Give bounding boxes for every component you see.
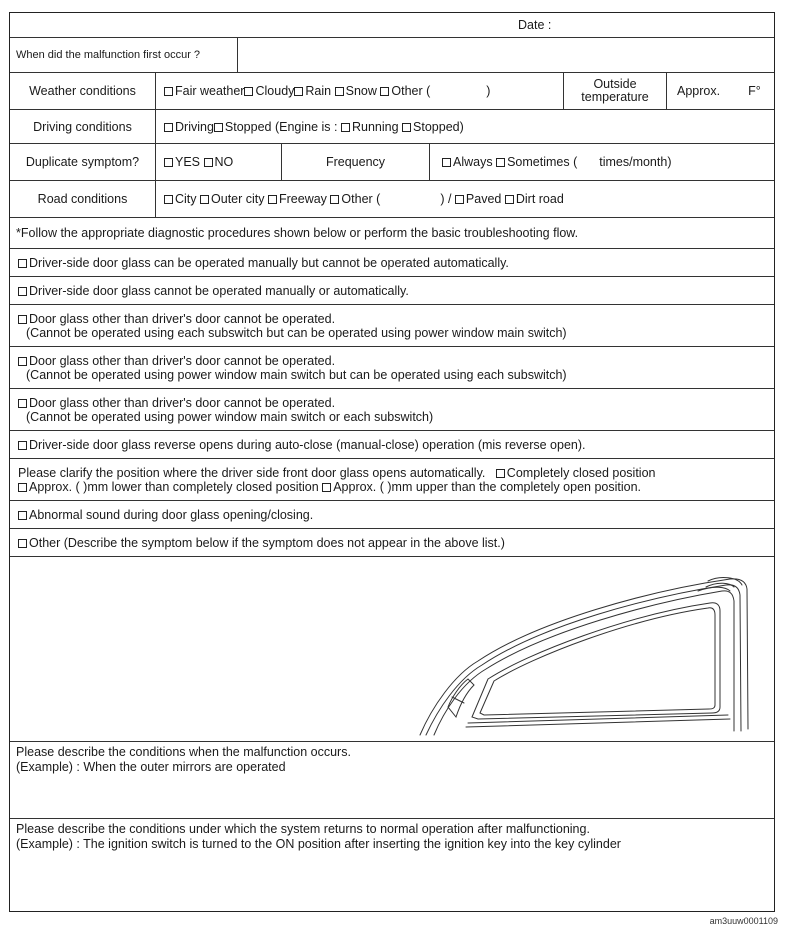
checkbox-icon: [322, 483, 331, 492]
checkbox-icon: [18, 483, 27, 492]
checkbox-icon: [330, 195, 339, 204]
symptom-row-2[interactable]: Driver-side door glass cannot be operated manually or automatically.: [10, 277, 774, 305]
weather-option-other[interactable]: Other (: [380, 84, 430, 98]
weather-option-fair[interactable]: Fair weather: [164, 84, 244, 98]
engine-option-stopped[interactable]: Stopped): [402, 120, 464, 134]
symptom-row-3[interactable]: Door glass other than driver's door cannot be operated. (Cannot be operated using each subswitch but can be operated using power window main switch): [10, 305, 774, 347]
position-option-lower[interactable]: Approx. ( )mm lower than completely closed position: [18, 480, 319, 494]
checkbox-icon: [164, 87, 173, 96]
date-label: Date :: [518, 18, 552, 32]
checkbox-icon: [442, 158, 451, 167]
weather-options: [156, 73, 564, 109]
checkbox-icon: [341, 123, 350, 132]
road-row: [10, 181, 774, 218]
outside-temp-field[interactable]: [667, 73, 774, 109]
checkbox-icon: [496, 469, 505, 478]
symptom-sketch-area[interactable]: [10, 557, 774, 742]
duplicate-option-yes[interactable]: YES: [164, 155, 200, 169]
occurrence-conditions-example: (Example) : When the outer mirrors are operated: [16, 760, 286, 774]
road-option-outer-city[interactable]: Outer city: [200, 192, 265, 206]
duplicate-label: Duplicate symptom?: [10, 144, 156, 180]
checkbox-icon: [18, 539, 27, 548]
symptom-row-1[interactable]: Driver-side door glass can be operated manually but cannot be operated automatically.: [10, 249, 774, 277]
driving-options: [156, 110, 774, 143]
weather-close-paren: ): [486, 84, 491, 98]
road-option-city[interactable]: City: [164, 192, 197, 206]
occurrence-conditions-title: Please describe the conditions when the malfunction occurs.: [16, 745, 351, 759]
duplicate-option-no[interactable]: NO: [204, 155, 234, 169]
occurrence-conditions-area[interactable]: [10, 742, 774, 819]
weather-option-snow[interactable]: Snow: [335, 84, 377, 98]
first-occur-label: When did the malfunction first occur ?: [10, 38, 238, 72]
road-option-paved[interactable]: Paved: [455, 192, 501, 206]
figure-code: am3uuw0001109: [709, 916, 778, 926]
road-label: Road conditions: [10, 181, 156, 217]
road-options: [156, 181, 774, 217]
driving-option-driving[interactable]: Driving: [164, 120, 214, 134]
driving-row: [10, 110, 774, 144]
duplicate-row: [10, 144, 774, 181]
position-option-upper[interactable]: Approx. ( )mm upper than the completely open position.: [322, 480, 641, 494]
checkbox-icon: [214, 123, 223, 132]
door-glass-illustration: [408, 557, 768, 742]
checkbox-icon: [505, 195, 514, 204]
driving-label: Driving conditions: [10, 110, 156, 143]
checkbox-icon: [204, 158, 213, 167]
position-option-closed[interactable]: Completely closed position: [496, 466, 656, 480]
first-occur-field[interactable]: [238, 38, 774, 72]
approx-label: Approx.: [677, 84, 721, 98]
checkbox-icon: [18, 441, 27, 450]
symptom-row-5[interactable]: Door glass other than driver's door cannot be operated. (Cannot be operated using power window main switch or each subswitch): [10, 389, 774, 431]
engine-option-running[interactable]: Running: [341, 120, 399, 134]
weather-row: [10, 73, 774, 110]
frequency-option-always[interactable]: Always: [442, 155, 493, 169]
instruction-row: [10, 218, 774, 249]
checkbox-icon: [18, 287, 27, 296]
checkbox-icon: [18, 315, 27, 324]
symptom-row-4[interactable]: Door glass other than driver's door cannot be operated. (Cannot be operated using power window main switch but can be operated using each subswitch): [10, 347, 774, 389]
frequency-label: Frequency: [282, 144, 430, 180]
checkbox-icon: [18, 511, 27, 520]
duplicate-options: [156, 144, 282, 180]
checkbox-icon: [496, 158, 505, 167]
checkbox-icon: [164, 195, 173, 204]
temp-unit: F°: [748, 84, 761, 98]
checkbox-icon: [18, 357, 27, 366]
checkbox-icon: [164, 158, 173, 167]
position-row: [10, 459, 774, 501]
checkbox-icon: [18, 399, 27, 408]
road-option-other[interactable]: Other (: [330, 192, 380, 206]
other-symptom-row[interactable]: Other (Describe the symptom below if the symptom does not appear in the above list.): [10, 529, 774, 557]
checkbox-icon: [18, 259, 27, 268]
position-text: Please clarify the position where the driver side front door glass opens automatically.: [18, 465, 486, 480]
recovery-conditions-area[interactable]: [10, 819, 774, 911]
date-row: [10, 13, 774, 38]
checkbox-icon: [268, 195, 277, 204]
road-option-dirt[interactable]: Dirt road: [505, 192, 564, 206]
abnormal-sound-row[interactable]: Abnormal sound during door glass opening/closing.: [10, 501, 774, 529]
date-field[interactable]: [518, 13, 774, 37]
outside-temp-label: Outside temperature: [564, 73, 667, 109]
checkbox-icon: [402, 123, 411, 132]
weather-label: Weather conditions: [10, 73, 156, 109]
checkbox-icon: [380, 87, 389, 96]
recovery-conditions-title: Please describe the conditions under which the system returns to normal operation after malfunctioning.: [16, 822, 590, 836]
checkbox-icon: [294, 87, 303, 96]
checkbox-icon: [244, 87, 253, 96]
weather-option-cloudy[interactable]: Cloudy: [244, 84, 294, 98]
frequency-options: [430, 144, 774, 180]
symptom-row-6[interactable]: Driver-side door glass reverse opens during auto-close (manual-close) operation (mis reverse open).: [10, 431, 774, 459]
first-occur-row: [10, 38, 774, 73]
times-per-month: times/month): [599, 155, 672, 169]
road-separator: ) /: [440, 192, 452, 206]
road-option-freeway[interactable]: Freeway: [268, 192, 327, 206]
recovery-conditions-example: (Example) : The ignition switch is turned to the ON position after inserting the ignition key into the key cylinder: [16, 837, 621, 851]
instruction-text: *Follow the appropriate diagnostic procedures shown below or perform the basic troubleshooting flow.: [16, 226, 579, 240]
checkbox-icon: [455, 195, 464, 204]
frequency-option-sometimes[interactable]: Sometimes (: [496, 155, 577, 169]
checkbox-icon: [335, 87, 344, 96]
checkbox-icon: [164, 123, 173, 132]
weather-option-rain[interactable]: Rain: [294, 84, 331, 98]
driving-option-stopped[interactable]: Stopped (Engine is :: [214, 120, 338, 134]
checkbox-icon: [200, 195, 209, 204]
diagnostic-form: [9, 12, 775, 912]
